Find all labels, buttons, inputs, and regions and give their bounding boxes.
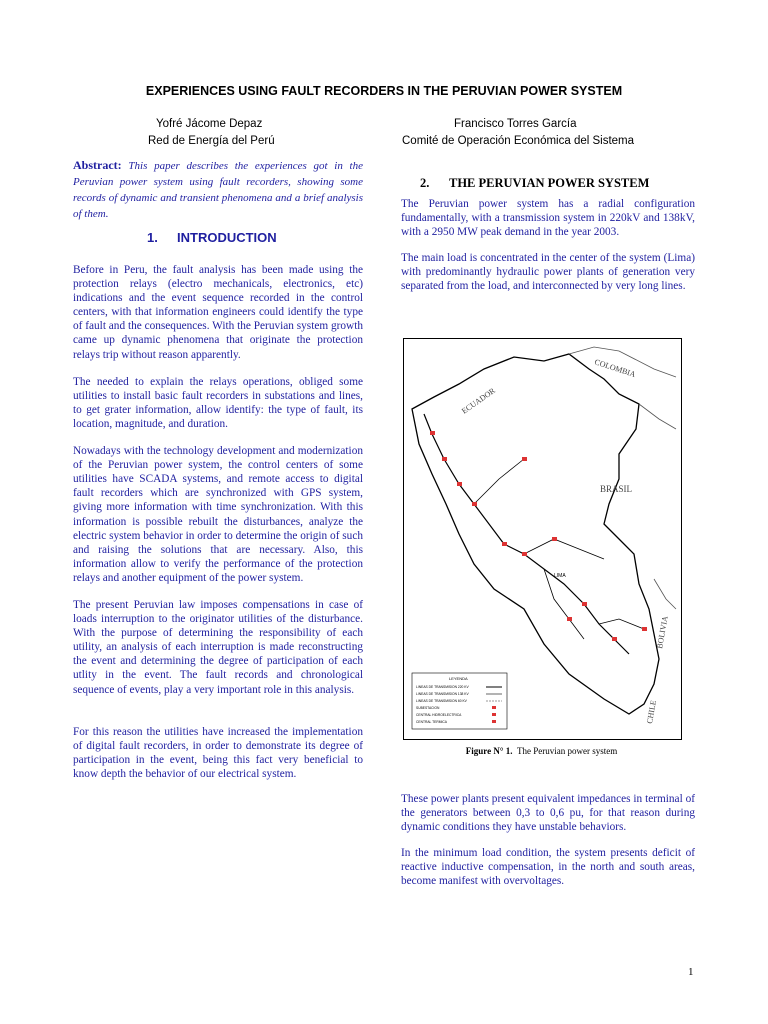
bolivia-border	[654, 579, 676, 609]
country-label-chile: CHILE	[645, 699, 659, 725]
substation-marker	[457, 482, 462, 486]
substation-markers	[430, 431, 647, 641]
legend-item: CENTRAL TERMICA	[416, 720, 447, 724]
substation-marker	[522, 457, 527, 461]
author-1-name: Yofré Jácome Depaz	[156, 118, 263, 130]
substation-marker	[582, 602, 587, 606]
map-legend	[412, 673, 507, 729]
legend-title: LEYENDA	[449, 676, 468, 681]
paragraph: The needed to explain the relays operations, obliged some utilities to install basic fault recorders in substations and lines, to get grater information, allow identify: the type of fault, its location, magnitude, and duration.	[73, 375, 363, 430]
section-1-body	[73, 263, 363, 781]
transmission-line	[544, 569, 584, 639]
substation-marker	[522, 552, 527, 556]
paragraph: For this reason the utilities have increased the implementation of digital fault recorders, in order to demonstrate its degree of participation in the event, being this fact very beneficial to know depth the behavior of our electrical system.	[73, 725, 363, 780]
section-1-title: INTRODUCTION	[177, 230, 277, 245]
paragraph: These power plants present equivalent impedances in terminal of the generators between 0,3 to 0,6 pu, for that reason during dynamic conditions they have unstable behaviors.	[401, 793, 695, 834]
substation-marker	[552, 537, 557, 541]
substation-marker	[430, 431, 435, 435]
substation-marker	[642, 627, 647, 631]
country-label-ecuador: ECUADOR	[459, 386, 497, 416]
paragraph: The main load is concentrated in the center of the system (Lima) with predominantly hydraulic power plants of generation very separated from the load, and interconnected by very long lines.	[401, 252, 695, 293]
peru-map-svg	[404, 339, 681, 739]
legend-item: LINEAS DE TRANSMISION 60 KV	[416, 699, 467, 703]
legend-item: SUBESTACION	[416, 706, 440, 710]
paragraph: The Peruvian power system has a radial configuration fundamentally, with a transmission system in 220kV and 138kV, with a 2950 MW peak demand in the year 2003.	[401, 198, 695, 239]
section-1-heading	[147, 230, 277, 245]
transmission-line	[599, 619, 644, 629]
substation-marker	[612, 637, 617, 641]
city-label-lima: LIMA	[554, 573, 566, 579]
figure-label: Figure N° 1.	[465, 746, 513, 756]
substation-marker	[567, 617, 572, 621]
legend-item: LINEAS DE TRANSMISION 138 KV	[416, 692, 469, 696]
substation-marker	[472, 502, 477, 506]
figure-map	[403, 338, 682, 740]
brasil-border	[639, 404, 676, 429]
section-1-number: 1.	[147, 230, 158, 245]
paragraph: Nowadays with the technology development and modernization of the Peruvian power system, the control centers of some utilities have SCADA systems, and remote access to digital fault recorders which are synchronized with GPS system, giving more information with time synchronization. With this information is possible rebuilt the disturbances, analyze the electric system behavior in order to determine the origin of such and raising the solutions that are necessary. Also, this information allow to verify the performance of the protection relays and another equipment of the power system.	[73, 445, 363, 584]
author-1	[148, 116, 275, 150]
abstract-text: This paper describes the experiences got in the Peruvian power system using fault recorders, showing some records of dynamic and transient phenomena and a brief analysis of them.	[73, 160, 363, 220]
section-2-heading	[420, 176, 649, 191]
figure-caption-text: The Peruvian power system	[516, 746, 618, 756]
country-label-bolivia: BOLIVIA	[655, 615, 670, 650]
author-2-affiliation: Comité de Operación Económica del Sistema	[402, 135, 635, 147]
paragraph: In the minimum load condition, the system presents deficit of reactive inductive compensation, in the north and south areas, become manifest with overvoltages.	[401, 847, 695, 888]
page-number: 1	[688, 966, 694, 978]
substation-marker	[442, 457, 447, 461]
section-2-title: THE PERUVIAN POWER SYSTEM	[449, 176, 650, 190]
author-2	[402, 116, 634, 150]
country-label-brasil: BRASIL	[600, 484, 633, 494]
section-2-body	[401, 197, 695, 294]
abstract	[73, 157, 363, 222]
paragraph: Before in Peru, the fault analysis has been made using the protection relays (electro mechanicals, electronics, etc) indications and the event sequence recorded in the control centers, with that information engineers could identify the type of fault and the consequences. With the Peruvian system growth came up dynamic phenomena that originate the protection relays trip without reason apparently.	[73, 264, 363, 361]
transmission-line	[474, 459, 524, 504]
substation-marker	[502, 542, 507, 546]
author-1-affiliation: Red de Energía del Perú	[148, 135, 275, 147]
section-2-number: 2.	[420, 176, 430, 190]
author-2-name: Francisco Torres García	[454, 118, 577, 130]
abstract-label: Abstract:	[73, 158, 122, 172]
legend-item: CENTRAL HIDROELECTRICA	[416, 713, 462, 717]
paper-title: EXPERIENCES USING FAULT RECORDERS IN THE PERUVIAN POWER SYSTEM	[145, 84, 623, 98]
legend-item: LINEAS DE TRANSMISION 220 KV	[416, 685, 469, 689]
transmission-line	[524, 539, 604, 559]
paragraph: The present Peruvian law imposes compensations in case of loads interruption to the originator utilities of the disturbance. With the purpose of determining the responsibility of each utility, an analysis of each interruption is made reconstructing the event and determining the degree of participation of each utlity in the event. The fault records and chronological sequence of events, play a very important role in this analysis.	[73, 598, 363, 696]
section-2-continued	[401, 792, 695, 889]
country-label-colombia: COLOMBIA	[593, 357, 637, 380]
peru-outline	[412, 354, 659, 714]
transmission-line	[424, 414, 629, 654]
figure-caption	[403, 746, 680, 756]
